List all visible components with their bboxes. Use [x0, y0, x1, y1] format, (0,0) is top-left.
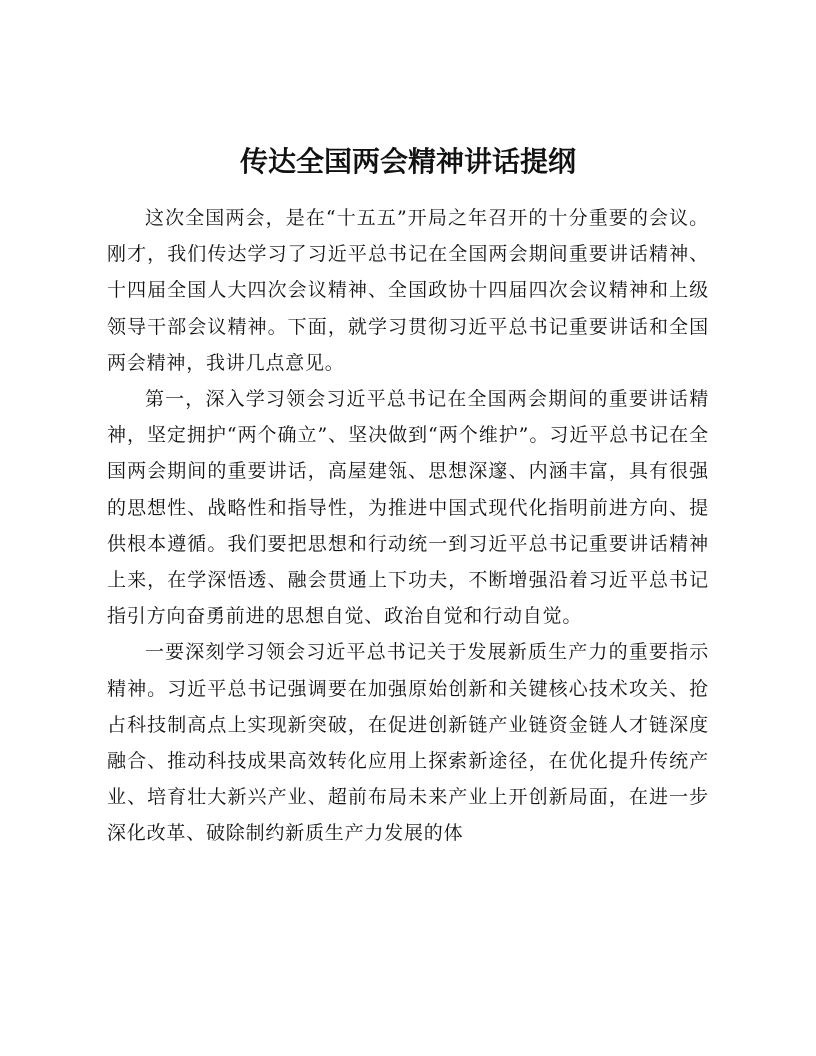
document-body: [107, 200, 709, 852]
paragraph-point-one: 第一，深入学习领会习近平总书记在全国两会期间的重要讲话精神，坚定拥护“两个确立”、坚决做到“两个维护”。习近平总书记在全国两会期间的重要讲话，高屋建瓴、思想深邃、内涵丰富，具有很强的思想性、战略性和指导性，为推进中国式现代化指明前进方向、提供根本遵循。我们要把思想和行动统一到习近平总书记重要讲话精神上来，在学深悟透、融会贯通上下功夫，不断增强沿着习近平总书记指引方向奋勇前进的思想自觉、政治自觉和行动自觉。: [107, 388, 709, 628]
document-title: 传达全国两会精神讲话提纲: [239, 145, 576, 178]
paragraph-intro: 这次全国两会，是在“十五五”开局之年召开的十分重要的会议。刚才，我们传达学习了习近平总书记在全国两会期间重要讲话精神、十四届全国人大四次会议精神、全国政协十四届四次会议精神和上级领导干部会议精神。下面，就学习贯彻习近平总书记重要讲话和全国两会精神，我讲几点意见。: [107, 207, 709, 374]
paragraph-sub-point-one: 一要深刻学习领会习近平总书记关于发展新质生产力的重要指示精神。习近平总书记强调要在加强原始创新和关键核心技术攻关、抢占科技制高点上实现新突破，在促进创新链产业链资金链人才链深度融合、推动科技成果高效转化应用上探索新途径，在优化提升传统产业、培育壮大新兴产业、超前布局未来产业上开创新局面，在进一步深化改革、破除制约新质生产力发展的体: [107, 641, 709, 845]
